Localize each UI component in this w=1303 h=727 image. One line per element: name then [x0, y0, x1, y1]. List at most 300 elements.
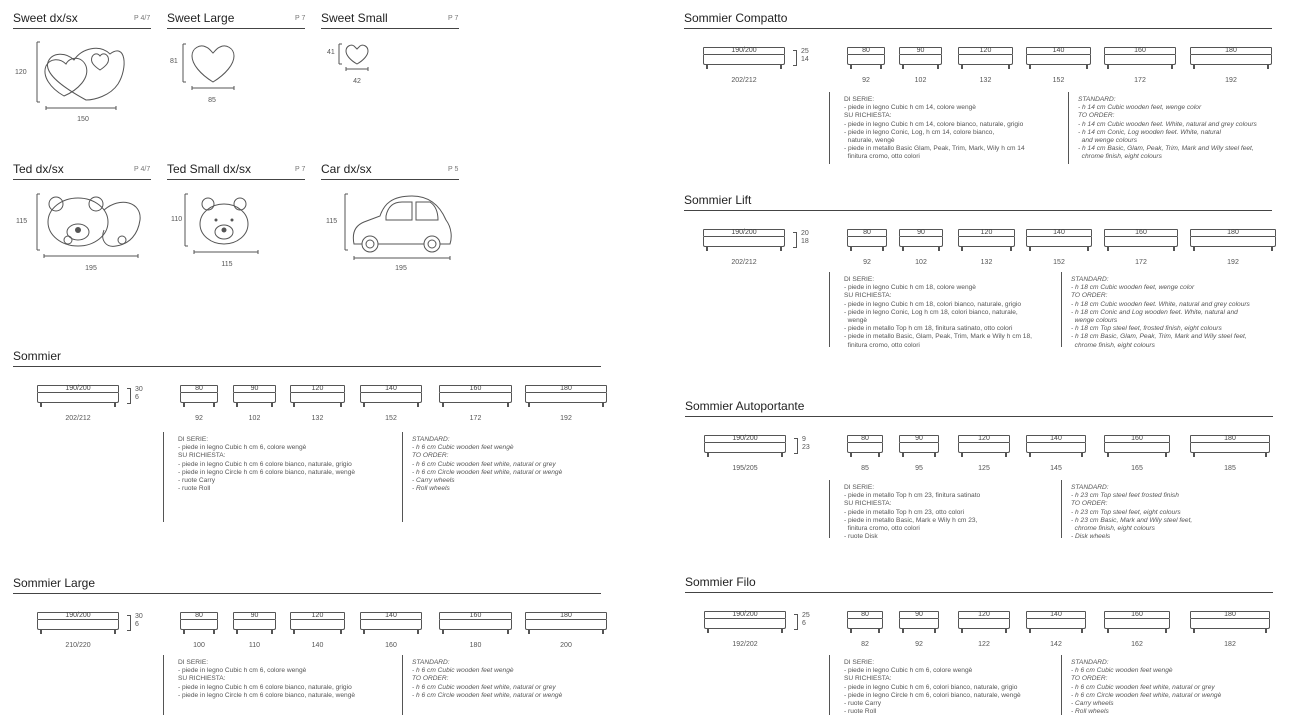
- main-bed-label: 190/200: [732, 611, 758, 618]
- foot: [961, 629, 963, 633]
- size-bed-160-frame: [439, 385, 512, 403]
- size-bed-120-base: [290, 620, 345, 630]
- main-bed-label: 190/200: [65, 385, 91, 392]
- size-bed-120-frame: [958, 47, 1013, 65]
- size-width-dim: 142: [1050, 641, 1062, 648]
- size-bed-120-label: 120: [978, 435, 990, 442]
- size-bed-120-label: 120: [979, 47, 992, 54]
- foot: [1193, 629, 1195, 633]
- foot: [902, 453, 904, 457]
- main-bed-base: [704, 443, 786, 453]
- bed-title: Car dx/sx: [321, 162, 372, 176]
- foot: [528, 630, 530, 634]
- height-dim-feet: 18: [801, 238, 809, 245]
- notes-divider-en: [1061, 655, 1062, 715]
- size-bed-80-label: 80: [195, 385, 203, 392]
- size-bed-80-base: [180, 620, 218, 630]
- size-bed-80-frame: [180, 385, 218, 403]
- main-bed-frame: [704, 611, 786, 629]
- height-dim: 115: [326, 218, 338, 225]
- size-width-dim: 200: [560, 642, 572, 649]
- main-bed-frame: [37, 385, 119, 403]
- size-width-dim: 185: [1224, 465, 1236, 472]
- size-width-dim: 162: [1131, 641, 1143, 648]
- size-bed-90-label: 90: [915, 435, 923, 442]
- size-bed-180-frame: [525, 612, 607, 630]
- bed-page-ref: P 4/7: [134, 15, 151, 22]
- foot: [902, 65, 904, 69]
- size-bed-90-base: [899, 443, 939, 453]
- size-width-dim: 102: [248, 415, 261, 422]
- size-bed-140-frame: [360, 385, 422, 403]
- title-rule: [167, 179, 305, 180]
- size-width-dim: 152: [385, 415, 397, 422]
- size-bed-120-frame: [290, 385, 345, 403]
- size-bed-180-base: [1190, 619, 1270, 629]
- main-bed-dim: 202/212: [731, 259, 757, 266]
- size-bed-160-frame: [1104, 229, 1178, 247]
- bed-page-ref: P 5: [448, 166, 459, 173]
- size-bed-90-base: [899, 237, 943, 247]
- foot: [1087, 247, 1089, 251]
- foot: [961, 247, 963, 251]
- height-dim-feet: 6: [802, 620, 806, 627]
- size-bed-120-base: [958, 237, 1015, 247]
- size-width-dim: 125: [978, 465, 990, 472]
- foot: [1193, 453, 1195, 457]
- size-bed-80-frame: [847, 611, 883, 629]
- height-dim: 81: [170, 58, 178, 65]
- height-dim: 41: [327, 49, 335, 56]
- height-dim-total: 30: [135, 613, 143, 620]
- main-bed-base: [37, 620, 119, 630]
- foot: [1107, 65, 1109, 69]
- foot: [850, 629, 852, 633]
- size-bed-80-frame: [847, 229, 887, 247]
- notes-english: STANDARD: - h 6 cm Cubic wooden feet wengè TO ORDER: - h 6 cm Cubic wooden feet white, natural or grey - h 6 cm Circle wooden feet white, natural or wengè: [412, 659, 563, 699]
- height-dim: 120: [15, 69, 27, 76]
- height-dim: 115: [16, 218, 28, 225]
- size-bed-180-base: [1190, 443, 1270, 453]
- section-title: Sommier: [13, 349, 62, 363]
- size-bed-120-base: [958, 619, 1010, 629]
- foot: [183, 403, 185, 407]
- notes-divider-en: [1061, 272, 1062, 347]
- size-bed-160-label: 160: [1131, 435, 1143, 442]
- notes-divider: [829, 480, 830, 538]
- foot: [1086, 65, 1088, 69]
- foot: [236, 630, 238, 634]
- foot: [961, 453, 963, 457]
- size-bed-90-frame: [899, 47, 942, 65]
- size-width-dim: 122: [978, 641, 990, 648]
- section-rule: [684, 28, 1272, 29]
- foot: [1173, 247, 1175, 251]
- foot: [1029, 65, 1031, 69]
- foot: [602, 630, 604, 634]
- width-dim: 85: [208, 97, 216, 104]
- size-width-dim: 182: [1224, 641, 1236, 648]
- size-bed-140-label: 140: [385, 385, 397, 392]
- size-bed-160-base: [1104, 237, 1178, 247]
- size-width-dim: 160: [385, 642, 397, 649]
- bed-page-ref: P 4/7: [134, 166, 151, 173]
- section-title: Sommier Large: [13, 576, 96, 590]
- notes-divider-en: [1068, 92, 1069, 164]
- size-width-dim: 172: [469, 415, 482, 422]
- size-bed-90-label: 90: [250, 612, 259, 619]
- foot: [1010, 247, 1012, 251]
- size-bed-180-base: [525, 620, 607, 630]
- notes-english: STANDARD: - h 18 cm Cubic wooden feet, wenge color TO ORDER: - h 18 cm Cubic wooden feet. White, natural and grey colours - h 18 cm Conic and Log wooden feet. White, natural and wenge colours - h 18 cm Top steel feet, frosted finish, eight colours - h 18 cm Basic, Glam, Peak, Trim, Mark and Wily steel feet, chrome finish, eight colours: [1071, 276, 1250, 349]
- size-bed-180-frame: [1190, 47, 1272, 65]
- size-bed-90-frame: [233, 385, 276, 403]
- size-width-dim: 152: [1052, 77, 1065, 84]
- size-bed-80-label: 80: [862, 47, 870, 54]
- foot: [1271, 247, 1273, 251]
- size-bed-160-base: [1104, 619, 1170, 629]
- main-bed-base: [703, 55, 785, 65]
- notes-italian: DI SERIE: - piede in legno Cubic h cm 6, colore wengè SU RICHIESTA: - piede in legno Cubic h cm 6 colore bianco, naturale, grigio - piede in legno Circle h cm 6 colore bianco, naturale, wengè - ruote Carry - ruote Roll: [178, 436, 356, 493]
- height-bracket: [793, 50, 797, 66]
- title-rule: [167, 28, 305, 29]
- size-bed-120-label: 120: [311, 385, 324, 392]
- foot: [1008, 65, 1010, 69]
- size-bed-160-base: [439, 620, 512, 630]
- notes-divider: [829, 92, 830, 164]
- size-bed-140-base: [360, 393, 422, 403]
- size-width-dim: 192: [1227, 259, 1239, 266]
- foot: [271, 403, 273, 407]
- size-width-dim: 172: [1134, 77, 1146, 84]
- notes-divider: [163, 655, 164, 715]
- main-bed-label: 190/200: [731, 229, 757, 236]
- size-width-dim: 145: [1050, 465, 1062, 472]
- size-bed-140-label: 140: [1050, 611, 1062, 618]
- size-bed-180-label: 180: [1224, 435, 1236, 442]
- size-bed-80-label: 80: [861, 435, 869, 442]
- foot: [1265, 629, 1267, 633]
- size-bed-120-base: [958, 55, 1013, 65]
- size-bed-90-label: 90: [250, 385, 259, 392]
- foot: [340, 630, 342, 634]
- size-bed-80-base: [847, 55, 885, 65]
- size-bed-180-base: [1190, 55, 1272, 65]
- section-title: Sommier Autoportante: [685, 399, 805, 413]
- size-width-dim: 152: [1053, 259, 1065, 266]
- main-bed-frame: [703, 47, 785, 65]
- foot: [707, 629, 709, 633]
- size-bed-140-frame: [1026, 435, 1086, 453]
- foot: [442, 403, 444, 407]
- width-dim: 42: [353, 78, 361, 85]
- size-bed-160-base: [1104, 443, 1170, 453]
- foot: [707, 453, 709, 457]
- size-bed-80-frame: [847, 435, 883, 453]
- notes-divider: [163, 432, 164, 522]
- foot: [850, 247, 852, 251]
- foot: [1005, 629, 1007, 633]
- bed-title: Sweet Small: [321, 11, 388, 25]
- notes-italian: DI SERIE: - piede in metallo Top h cm 23, finitura satinato SU RICHIESTA: - piede in metallo Top h cm 23, otto colori - piede in metallo Basic, Mark e Wily h cm 23, finitura cromo, otto colori - ruote Disk: [844, 484, 981, 541]
- notes-italian: DI SERIE: - piede in legno Cubic h cm 14, colore wengè SU RICHIESTA: - piede in legno Cubic h cm 14, colore bianco, naturale, grigio - piede in legno Conic, Log, h cm 14, colore bianco, naturale, wengè - piede in metallo Basic Glam, Peak, Trim, Mark, Wily h cm 14 finitura cromo, otto colori: [844, 96, 1025, 161]
- size-width-dim: 92: [863, 259, 871, 266]
- notes-divider-en: [402, 655, 403, 715]
- size-bed-80-frame: [180, 612, 218, 630]
- size-bed-140-frame: [360, 612, 422, 630]
- notes-italian: DI SERIE: - piede in legno Cubic h cm 6, colore wengè SU RICHIESTA: - piede in legno Cubic h cm 6 colore bianco, naturale, grigio - piede in legno Circle h cm 6 colore bianco, naturale, wengè: [178, 659, 356, 699]
- notes-english: STANDARD: - h 23 cm Top steel feet frosted finish TO ORDER: - h 23 cm Top steel feet, eight colours - h 23 cm Basic, Mark and Wily steel feet, chrome finish, eight colours - Disk wheels: [1071, 484, 1193, 541]
- size-width-dim: 100: [193, 642, 205, 649]
- bed-title: Ted Small dx/sx: [167, 162, 252, 176]
- main-bed-frame: [703, 229, 785, 247]
- height-bracket: [794, 438, 798, 454]
- height-dim-total: 30: [135, 386, 143, 393]
- height-dim-feet: 14: [801, 56, 809, 63]
- main-bed-frame: [37, 612, 119, 630]
- foot: [706, 247, 708, 251]
- size-bed-160-label: 160: [1134, 47, 1146, 54]
- size-width-dim: 102: [915, 259, 927, 266]
- size-width-dim: 85: [861, 465, 869, 472]
- foot: [781, 629, 783, 633]
- size-bed-160-frame: [1104, 435, 1170, 453]
- size-bed-160-base: [439, 393, 512, 403]
- size-bed-140-frame: [1026, 47, 1091, 65]
- foot: [1267, 65, 1269, 69]
- title-rule: [321, 179, 459, 180]
- foot: [902, 247, 904, 251]
- foot: [1029, 247, 1031, 251]
- foot: [1029, 629, 1031, 633]
- foot: [1265, 453, 1267, 457]
- size-bed-120-frame: [958, 611, 1010, 629]
- size-bed-140-base: [1026, 619, 1086, 629]
- size-width-dim: 140: [311, 642, 324, 649]
- size-bed-80-base: [847, 619, 883, 629]
- section-rule: [13, 593, 601, 594]
- size-width-dim: 180: [469, 642, 482, 649]
- foot: [850, 65, 852, 69]
- size-bed-80-label: 80: [861, 611, 869, 618]
- size-bed-120-frame: [958, 435, 1010, 453]
- notes-italian: DI SERIE: - piede in legno Cubic h cm 6, colore wengè SU RICHIESTA: - piede in legno Cubic h cm 6, colori bianco, naturale, grigio - piede in legno Circle h cm 6, colori bianco, naturale, wengè - ruote Carry - ruote Roll: [844, 659, 1021, 716]
- size-bed-140-label: 140: [1053, 229, 1065, 236]
- size-bed-120-label: 120: [978, 611, 990, 618]
- foot: [236, 403, 238, 407]
- size-bed-160-label: 160: [1135, 229, 1147, 236]
- size-bed-180-frame: [525, 385, 607, 403]
- size-width-dim: 132: [311, 415, 324, 422]
- main-bed-base: [37, 393, 119, 403]
- height-dim-feet: 23: [802, 444, 810, 451]
- size-bed-180-base: [525, 393, 607, 403]
- section-title: Sommier Compatto: [684, 11, 788, 25]
- size-bed-120-frame: [290, 612, 345, 630]
- bed-page-ref: P 7: [295, 166, 306, 173]
- size-bed-180-base: [1190, 237, 1276, 247]
- notes-english: STANDARD: - h 14 cm Cubic wooden feet, wenge color TO ORDER: - h 14 cm Cubic wooden feet. White, natural and grey colours - h 14 cm Conic, Log wooden feet. White, natural and wenge colours - h 14 cm Basic, Glam, Peak, Trim, Mark and Wily steel feet, chrome finish, eight colours: [1078, 96, 1257, 161]
- foot: [293, 403, 295, 407]
- size-width-dim: 95: [915, 465, 923, 472]
- size-bed-160-frame: [1104, 611, 1170, 629]
- notes-divider: [829, 272, 830, 347]
- size-width-dim: 92: [195, 415, 203, 422]
- foot: [937, 65, 939, 69]
- size-width-dim: 165: [1131, 465, 1143, 472]
- teddy-bed-icon: [34, 190, 154, 262]
- width-dim: 150: [77, 116, 89, 123]
- size-bed-180-frame: [1190, 611, 1270, 629]
- sweet-bed-icon: [34, 40, 154, 112]
- main-bed-label: 190/200: [65, 612, 91, 619]
- section-rule: [13, 366, 601, 367]
- foot: [1193, 65, 1195, 69]
- foot: [882, 247, 884, 251]
- size-width-dim: 82: [861, 641, 869, 648]
- size-bed-160-label: 160: [1131, 611, 1143, 618]
- notes-divider-en: [1061, 480, 1062, 538]
- foot: [1193, 247, 1195, 251]
- size-width-dim: 92: [915, 641, 923, 648]
- foot: [507, 403, 509, 407]
- heart-bed-icon: [180, 42, 240, 92]
- size-width-dim: 92: [862, 77, 870, 84]
- size-bed-90-frame: [899, 611, 939, 629]
- section-title: Sommier Filo: [685, 575, 756, 589]
- size-bed-90-base: [899, 55, 942, 65]
- size-width-dim: 132: [980, 259, 993, 266]
- notes-italian: DI SERIE: - piede in legno Cubic h cm 18, colore wengè SU RICHIESTA: - piede in legno Cubic h cm 18, colori bianco, naturale, grigio - piede in legno Conic, Log h cm 18, colori bianco, naturale, wengè - piede in metallo Top h cm 18, finitura satinato, otto colori - piede in metallo Basic, Glam, Peak, Trim, Mark e Wily h cm 18, finitura cromo, otto colori: [844, 276, 1032, 349]
- title-rule: [13, 179, 151, 180]
- notes-divider: [829, 655, 830, 715]
- heart-bed-icon: [336, 42, 376, 72]
- size-bed-90-frame: [899, 435, 939, 453]
- main-bed-base: [704, 619, 786, 629]
- size-bed-90-label: 90: [915, 611, 923, 618]
- foot: [507, 630, 509, 634]
- foot: [417, 630, 419, 634]
- size-bed-180-label: 180: [1227, 229, 1239, 236]
- size-bed-140-label: 140: [1050, 435, 1062, 442]
- size-bed-140-base: [1026, 55, 1091, 65]
- size-bed-90-frame: [899, 229, 943, 247]
- main-bed-label: 190/200: [732, 435, 758, 442]
- bed-page-ref: P 7: [295, 15, 306, 22]
- size-bed-160-label: 160: [469, 612, 482, 619]
- size-bed-90-frame: [233, 612, 276, 630]
- bed-title: Ted dx/sx: [13, 162, 64, 176]
- size-bed-80-label: 80: [863, 229, 871, 236]
- teddy-bed-icon: [182, 190, 262, 256]
- foot: [878, 453, 880, 457]
- size-bed-180-label: 180: [1224, 611, 1236, 618]
- size-bed-140-base: [1026, 443, 1086, 453]
- size-width-dim: 110: [248, 642, 261, 649]
- size-bed-160-base: [1104, 55, 1176, 65]
- size-bed-140-base: [360, 620, 422, 630]
- size-bed-80-base: [847, 443, 883, 453]
- foot: [1107, 629, 1109, 633]
- size-bed-140-label: 140: [385, 612, 397, 619]
- size-bed-90-base: [233, 620, 276, 630]
- foot: [602, 403, 604, 407]
- size-bed-160-label: 160: [469, 385, 482, 392]
- foot: [878, 629, 880, 633]
- section-title: Sommier Lift: [684, 193, 752, 207]
- bed-page-ref: P 7: [448, 15, 459, 22]
- size-width-dim: 102: [914, 77, 927, 84]
- size-width-dim: 192: [1225, 77, 1237, 84]
- size-bed-180-label: 180: [560, 385, 572, 392]
- foot: [340, 403, 342, 407]
- foot: [934, 629, 936, 633]
- foot: [961, 65, 963, 69]
- foot: [880, 65, 882, 69]
- notes-english: STANDARD: - h 6 cm Cubic wooden feet wengè TO ORDER: - h 6 cm Cubic wooden feet white, natural or grey - h 6 cm Circle wooden feet white, natural or wengè - Carry wheels - Roll wheels: [412, 436, 563, 493]
- foot: [442, 630, 444, 634]
- foot: [1005, 453, 1007, 457]
- size-bed-90-label: 90: [916, 47, 925, 54]
- size-bed-180-frame: [1190, 435, 1270, 453]
- size-bed-160-frame: [1104, 47, 1176, 65]
- foot: [293, 630, 295, 634]
- main-bed-dim: 195/205: [732, 465, 758, 472]
- height-bracket: [793, 232, 797, 248]
- bed-title: Sweet Large: [167, 11, 235, 25]
- width-dim: 115: [221, 261, 233, 268]
- title-rule: [13, 28, 151, 29]
- size-width-dim: 132: [979, 77, 992, 84]
- size-bed-120-frame: [958, 229, 1015, 247]
- section-rule: [684, 210, 1272, 211]
- size-bed-140-frame: [1026, 611, 1086, 629]
- size-bed-80-base: [847, 237, 887, 247]
- main-bed-dim: 202/212: [731, 77, 757, 84]
- section-rule: [685, 416, 1273, 417]
- foot: [1165, 453, 1167, 457]
- size-bed-90-label: 90: [917, 229, 925, 236]
- height-dim-feet: 6: [135, 621, 139, 628]
- foot: [780, 247, 782, 251]
- foot: [213, 403, 215, 407]
- main-bed-dim: 192/202: [732, 641, 758, 648]
- foot: [528, 403, 530, 407]
- foot: [781, 453, 783, 457]
- size-bed-180-frame: [1190, 229, 1276, 247]
- height-dim-total: 25: [801, 48, 809, 55]
- foot: [938, 247, 940, 251]
- height-dim-total: 25: [802, 612, 810, 619]
- foot: [363, 630, 365, 634]
- notes-divider-en: [402, 432, 403, 522]
- foot: [213, 630, 215, 634]
- main-bed-dim: 202/212: [65, 415, 91, 422]
- foot: [1029, 453, 1031, 457]
- size-bed-80-base: [180, 393, 218, 403]
- height-bracket: [127, 615, 131, 631]
- size-bed-120-base: [290, 393, 345, 403]
- section-rule: [685, 592, 1273, 593]
- foot: [1107, 453, 1109, 457]
- main-bed-label: 190/200: [731, 47, 757, 54]
- height-dim-total: 9: [802, 436, 806, 443]
- foot: [417, 403, 419, 407]
- height-dim-total: 20: [801, 230, 809, 237]
- foot: [1107, 247, 1109, 251]
- foot: [1165, 629, 1167, 633]
- height-bracket: [794, 614, 798, 630]
